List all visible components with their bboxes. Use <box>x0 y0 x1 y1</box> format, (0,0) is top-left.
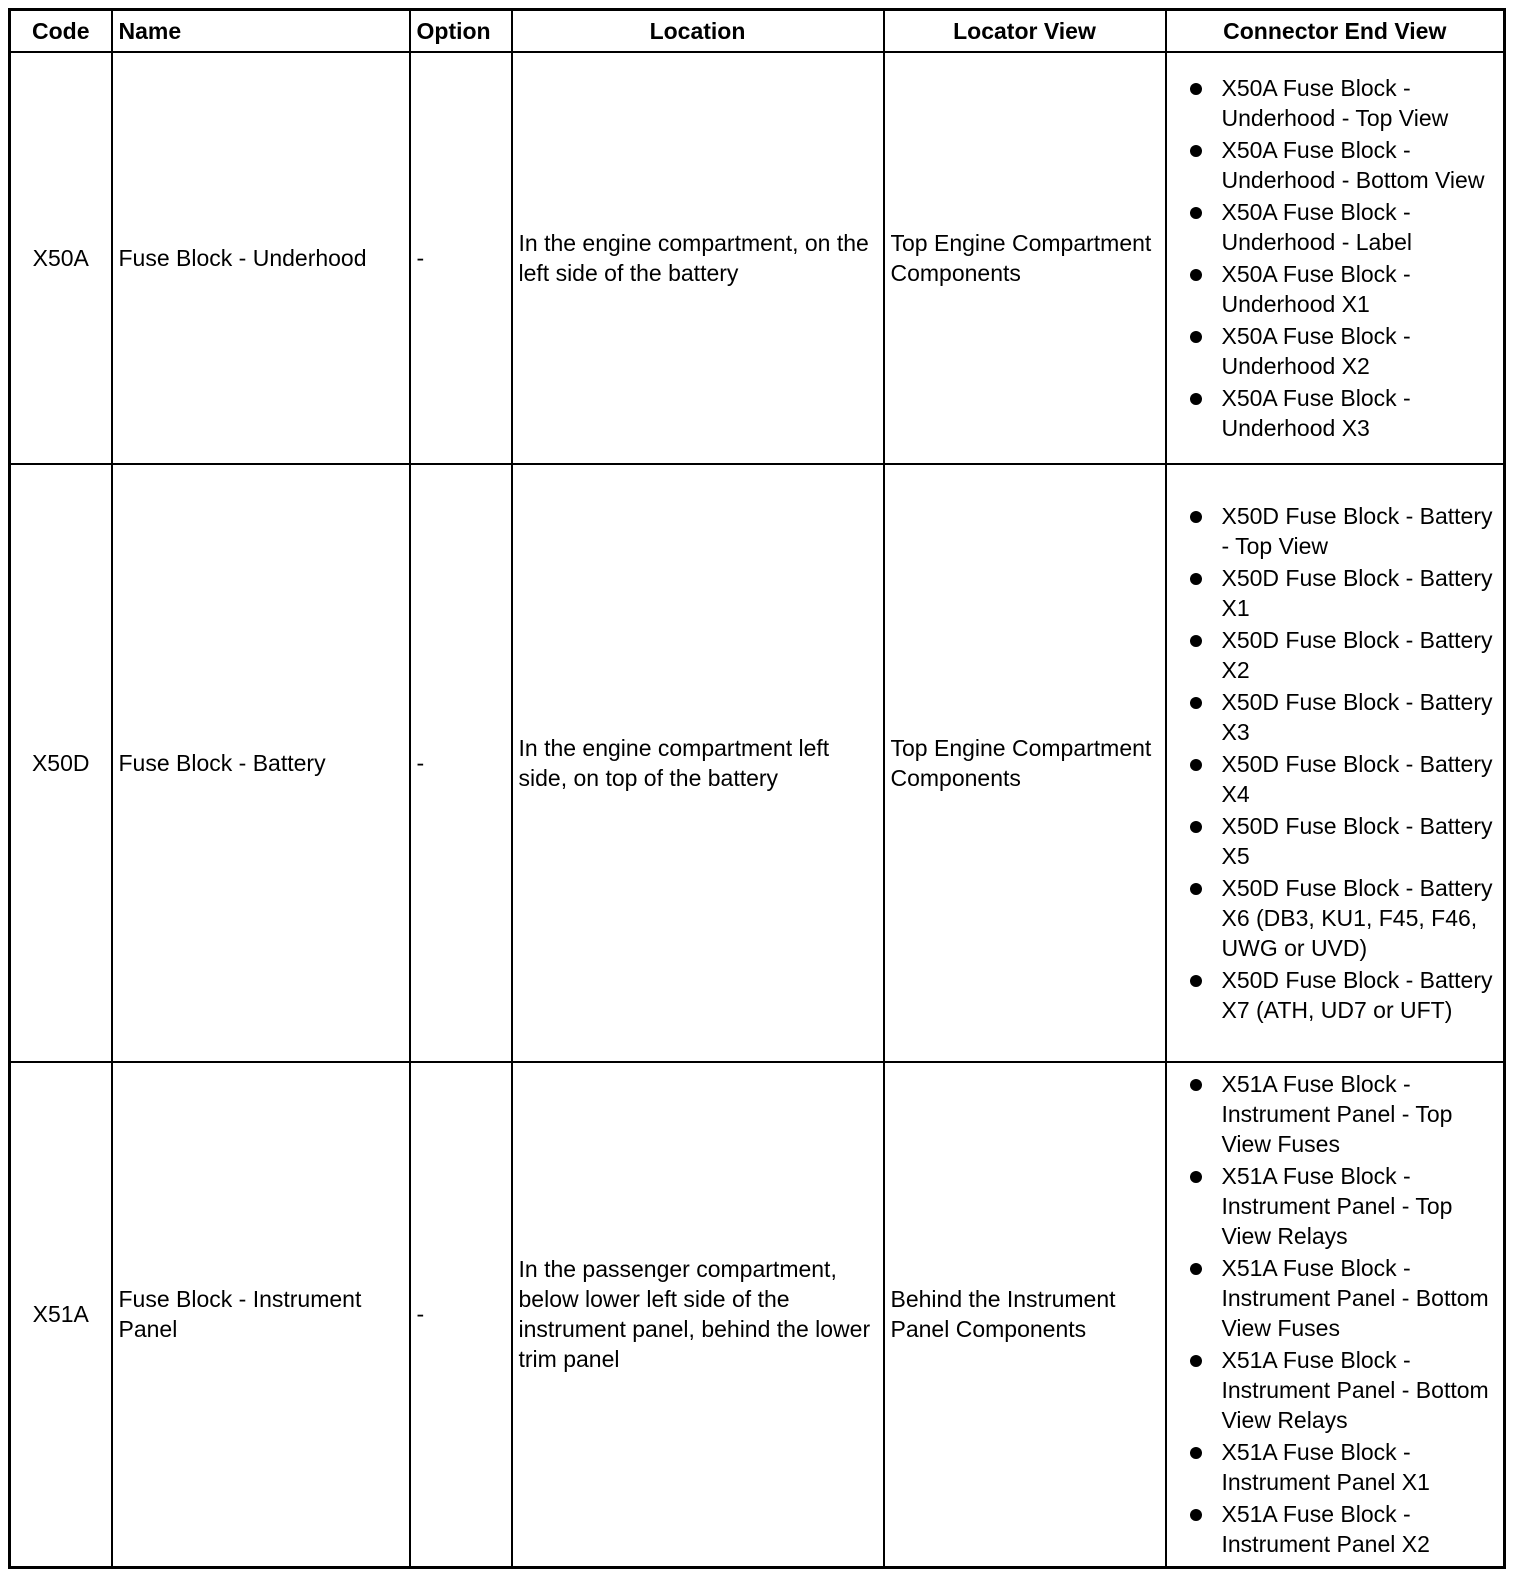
connector-end-view-item <box>1173 563 1494 623</box>
connector-end-view-label: X51A Fuse Block - Instrument Panel - Top View Relays <box>1221 1162 1453 1249</box>
connector-end-view-label: X50A Fuse Block - Underhood - Label <box>1221 198 1413 255</box>
connector-end-view-item <box>1173 625 1494 685</box>
connector-end-view-label: X50A Fuse Block - Underhood X1 <box>1221 260 1411 317</box>
header-connector-end-view: Connector End View <box>1166 10 1505 53</box>
connector-end-view-item <box>1173 965 1494 1025</box>
locator-view-cell: Top Engine Compartment Components <box>884 464 1166 1062</box>
bullet-icon <box>1190 83 1202 95</box>
code-cell: X50D <box>10 464 112 1062</box>
connector-end-view-label: X51A Fuse Block - Instrument Panel X2 <box>1221 1500 1430 1557</box>
connector-end-view-label: X50D Fuse Block - Battery X5 <box>1221 812 1493 869</box>
connector-end-view-item <box>1173 197 1494 257</box>
connector-end-view-label: X50D Fuse Block - Battery X1 <box>1221 564 1493 621</box>
bullet-icon <box>1190 573 1202 585</box>
bullet-icon <box>1190 269 1202 281</box>
connector-end-view-label: X51A Fuse Block - Instrument Panel - Bottom View Fuses <box>1221 1254 1489 1341</box>
connector-end-view-item <box>1173 873 1494 963</box>
connector-end-view-item <box>1173 501 1494 561</box>
connector-end-view-cell <box>1166 52 1505 464</box>
connector-end-view-label: X51A Fuse Block - Instrument Panel X1 <box>1221 1438 1430 1495</box>
connector-end-view-label: X50D Fuse Block - Battery X4 <box>1221 750 1493 807</box>
code-cell: X51A <box>10 1062 112 1567</box>
connector-end-view-label: X50A Fuse Block - Underhood X2 <box>1221 322 1411 379</box>
bullet-icon <box>1190 1079 1202 1091</box>
header-code: Code <box>10 10 112 53</box>
bullet-icon <box>1190 697 1202 709</box>
connector-end-view-item <box>1173 259 1494 319</box>
connector-end-view-label: X50A Fuse Block - Underhood - Bottom View <box>1221 136 1485 193</box>
code-cell: X50A <box>10 52 112 464</box>
bullet-icon <box>1190 1509 1202 1521</box>
bullet-icon <box>1190 759 1202 771</box>
bullet-icon <box>1190 331 1202 343</box>
location-cell: In the engine compartment, on the left side of the battery <box>512 52 884 464</box>
connector-end-view-item <box>1173 749 1494 809</box>
component-locator-table <box>8 8 1506 1569</box>
connector-end-view-item <box>1173 73 1494 133</box>
connector-end-view-list <box>1173 496 1498 1031</box>
option-cell: - <box>410 52 512 464</box>
locator-view-cell: Top Engine Compartment Components <box>884 52 1166 464</box>
connector-end-view-cell <box>1166 464 1505 1062</box>
connector-end-view-item <box>1173 1069 1494 1159</box>
locator-view-cell: Behind the Instrument Panel Components <box>884 1062 1166 1567</box>
connector-end-view-list <box>1173 1064 1498 1565</box>
header-name: Name <box>112 10 410 53</box>
header-row <box>10 10 1505 53</box>
name-cell: Fuse Block - Battery <box>112 464 410 1062</box>
header-option: Option <box>410 10 512 53</box>
connector-end-view-item <box>1173 1345 1494 1435</box>
connector-end-view-item <box>1173 383 1494 443</box>
connector-end-view-item <box>1173 1161 1494 1251</box>
bullet-icon <box>1190 975 1202 987</box>
connector-end-view-item <box>1173 1253 1494 1343</box>
bullet-icon <box>1190 145 1202 157</box>
connector-end-view-item <box>1173 321 1494 381</box>
option-cell: - <box>410 464 512 1062</box>
location-cell: In the passenger compartment, below lower left side of the instrument panel, behind the lower trim panel <box>512 1062 884 1567</box>
bullet-icon <box>1190 635 1202 647</box>
bullet-icon <box>1190 207 1202 219</box>
header-location: Location <box>512 10 884 53</box>
connector-end-view-label: X51A Fuse Block - Instrument Panel - Bottom View Relays <box>1221 1346 1489 1433</box>
connector-end-view-label: X50D Fuse Block - Battery X3 <box>1221 688 1493 745</box>
connector-end-view-label: X50A Fuse Block - Underhood X3 <box>1221 384 1411 441</box>
connector-end-view-cell <box>1166 1062 1505 1567</box>
connector-end-view-label: X50D Fuse Block - Battery - Top View <box>1221 502 1493 559</box>
option-cell: - <box>410 1062 512 1567</box>
bullet-icon <box>1190 511 1202 523</box>
connector-end-view-label: X50D Fuse Block - Battery X6 (DB3, KU1, F45, F46, UWG or UVD) <box>1221 874 1493 961</box>
bullet-icon <box>1190 821 1202 833</box>
bullet-icon <box>1190 883 1202 895</box>
bullet-icon <box>1190 1263 1202 1275</box>
connector-end-view-list <box>1173 68 1498 449</box>
component-locator-sheet <box>8 8 1506 1569</box>
connector-end-view-item <box>1173 1499 1494 1559</box>
bullet-icon <box>1190 393 1202 405</box>
connector-end-view-label: X50A Fuse Block - Underhood - Top View <box>1221 74 1449 131</box>
connector-end-view-label: X50D Fuse Block - Battery X7 (ATH, UD7 or UFT) <box>1221 966 1493 1023</box>
table-row <box>10 52 1505 464</box>
bullet-icon <box>1190 1447 1202 1459</box>
table-row <box>10 1062 1505 1567</box>
name-cell: Fuse Block - Instrument Panel <box>112 1062 410 1567</box>
connector-end-view-label: X50D Fuse Block - Battery X2 <box>1221 626 1493 683</box>
connector-end-view-item <box>1173 1437 1494 1497</box>
name-cell: Fuse Block - Underhood <box>112 52 410 464</box>
table-row <box>10 464 1505 1062</box>
header-locator-view: Locator View <box>884 10 1166 53</box>
location-cell: In the engine compartment left side, on top of the battery <box>512 464 884 1062</box>
connector-end-view-item <box>1173 687 1494 747</box>
connector-end-view-label: X51A Fuse Block - Instrument Panel - Top View Fuses <box>1221 1070 1453 1157</box>
connector-end-view-item <box>1173 811 1494 871</box>
bullet-icon <box>1190 1171 1202 1183</box>
bullet-icon <box>1190 1355 1202 1367</box>
connector-end-view-item <box>1173 135 1494 195</box>
